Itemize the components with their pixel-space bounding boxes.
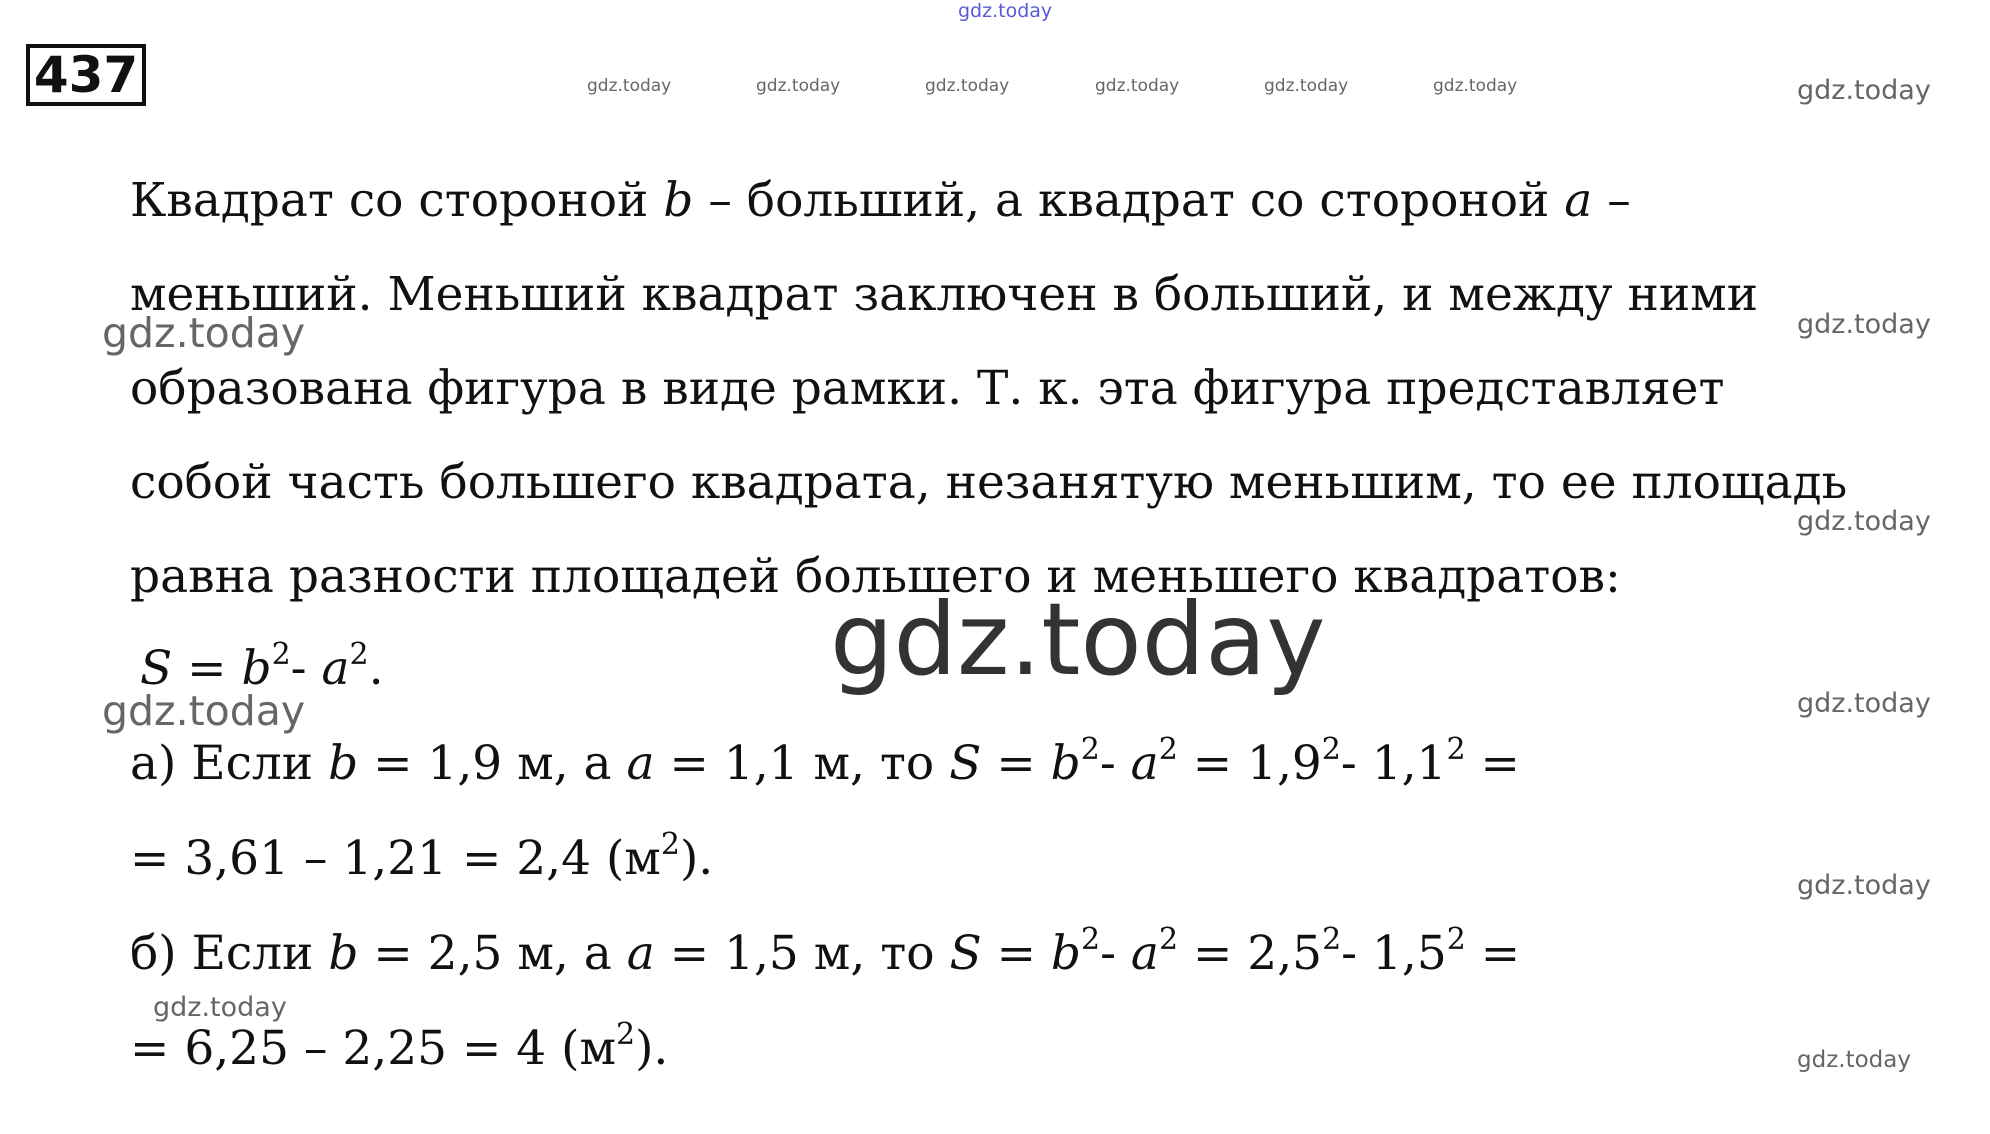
watermark-left: gdz.today [102, 309, 306, 357]
watermark-top: gdz.today [958, 0, 1053, 22]
text-line-1: Квадрат со стороной b – больший, а квадрат со стороной a – [130, 173, 1631, 228]
watermark-tiny: gdz.today [1433, 76, 1518, 96]
text-line-2: меньший. Меньший квадрат заключен в больший, и между ними [130, 267, 1759, 322]
watermark-right: gdz.today [1797, 1047, 1911, 1073]
watermark-tiny: gdz.today [756, 76, 841, 96]
watermark-left: gdz.today [153, 992, 287, 1023]
part-b-line-2: = 6,25 – 2,25 = 4 $(м^2)$. [130, 1017, 669, 1076]
watermark-right: gdz.today [1797, 870, 1931, 901]
text-line-3: образована фигура в виде рамки. Т. к. эта фигура представляет [130, 361, 1725, 416]
problem-number: 437 [26, 44, 146, 106]
watermark-tiny: gdz.today [1095, 76, 1180, 96]
watermark-right: gdz.today [1797, 309, 1931, 340]
part-b-line-1: б) Если b = 2,5 м, а a = 1,5 м, то $S = b^2-$ $a^2 = 2,5^2-$ $1,5^2$ = [130, 922, 1521, 981]
watermark-tiny: gdz.today [587, 76, 672, 96]
watermark-center: gdz.today [830, 581, 1326, 698]
watermark-right: gdz.today [1797, 75, 1931, 106]
part-a-line-1: а) Если b = 1,9 м, а a = 1,1 м, то $S = b^2-$ $a^2 = 1,9^2-$ $1,1^2$ = [130, 732, 1520, 791]
watermark-tiny: gdz.today [1264, 76, 1349, 96]
watermark-right: gdz.today [1797, 688, 1931, 719]
watermark-left: gdz.today [102, 687, 306, 735]
area-formula: $S = b^2-$ $a^2$. [140, 637, 384, 696]
watermark-tiny: gdz.today [925, 76, 1010, 96]
watermark-right: gdz.today [1797, 506, 1931, 537]
text-line-5: равна разности площадей большего и меньшего квадратов: [130, 549, 1621, 604]
part-a-line-2: = 3,61 – 1,21 = 2,4 $(м^2)$. [130, 827, 714, 886]
text-line-4: собой часть большего квадрата, незанятую меньшим, то ее площадь [130, 455, 1848, 510]
